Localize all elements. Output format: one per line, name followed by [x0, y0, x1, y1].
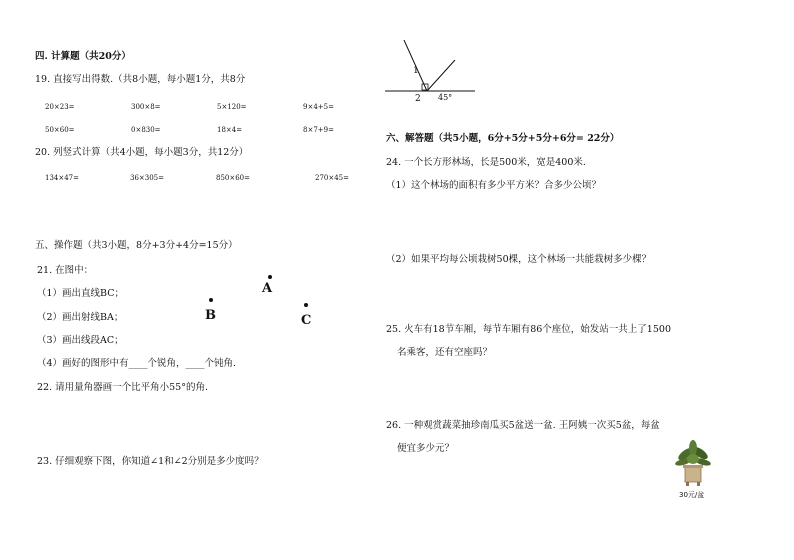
point-b-dot	[209, 298, 213, 302]
point-c-dot	[304, 303, 308, 307]
q20-item: 850×60=	[216, 174, 250, 182]
q19-item: 8×7+9=	[303, 126, 334, 134]
question-25-line-2: 名乘客，还有空座吗？	[397, 347, 493, 358]
question-24-2: （2）如果平均每公顷栽树50棵，这个林场一共能栽树多少棵？	[386, 254, 652, 265]
q19-item: 20×23=	[45, 103, 75, 111]
angle-2-label: 2	[415, 94, 421, 104]
q19-item: 5×120=	[217, 103, 247, 111]
q20-item: 36×305=	[130, 174, 164, 182]
question-26-line-2: 便宜多少元？	[397, 443, 455, 454]
question-24-1: （1）这个林场的面积有多少平方米？合多少公顷？	[386, 180, 602, 191]
potted-plant-image	[672, 440, 714, 488]
angle-figure	[385, 40, 475, 105]
q19-item: 0×830=	[131, 126, 161, 134]
question-22: 22. 请用量角器画一个比平角小55°的角.	[37, 382, 208, 393]
section-6-title: 六、解答题（共5小题，6分+5分+5分+6分= 22分）	[386, 133, 620, 144]
angle-45-label: 45°	[438, 93, 453, 102]
q19-item: 9×4+5=	[303, 103, 334, 111]
question-21: 21. 在图中：	[37, 265, 94, 276]
price-label: 30元/盆	[679, 491, 705, 499]
question-23: 23. 仔细观察下图，你知道∠1和∠2分别是多少度吗？	[37, 456, 264, 467]
question-21-1: （1）画出直线BC；	[37, 288, 124, 299]
point-a-dot	[268, 275, 272, 279]
q19-item: 18×4=	[217, 126, 243, 134]
point-b-label: B	[205, 308, 216, 323]
section-4-title: 四. 计算题（共20分）	[35, 51, 131, 62]
angle-1-label: 1	[413, 66, 419, 76]
question-26-line-1: 26. 一种观赏蔬菜抽珍南瓜买5盆送一盆. 王阿姨一次买5盆，每盆	[386, 420, 660, 431]
question-24: 24. 一个长方形林场，长是500米，宽是400米.	[386, 157, 586, 168]
question-19: 19. 直接写出得数.（共8小题，每小题1分，共8分	[35, 74, 246, 85]
q19-item: 50×60=	[45, 126, 75, 134]
question-21-3: （3）画出线段AC；	[37, 335, 124, 346]
q20-item: 134×47=	[45, 174, 79, 182]
section-5-title: 五、操作题（共3小题，8分+3分+4分=15分）	[35, 240, 238, 251]
point-c-label: C	[301, 313, 312, 328]
q19-item: 300×8=	[131, 103, 161, 111]
point-a-label: A	[262, 281, 273, 296]
q20-item: 270×45=	[315, 174, 349, 182]
question-21-4: （4）画好的图形中有____个锐角，____个钝角.	[37, 358, 237, 369]
question-20: 20. 列竖式计算（共4小题，每小题3分，共12分）	[35, 147, 249, 158]
question-25-line-1: 25. 火车有18节车厢，每节车厢有86个座位，始发站一共上了1500	[386, 324, 671, 335]
question-21-2: （2）画出射线BA；	[37, 312, 124, 323]
